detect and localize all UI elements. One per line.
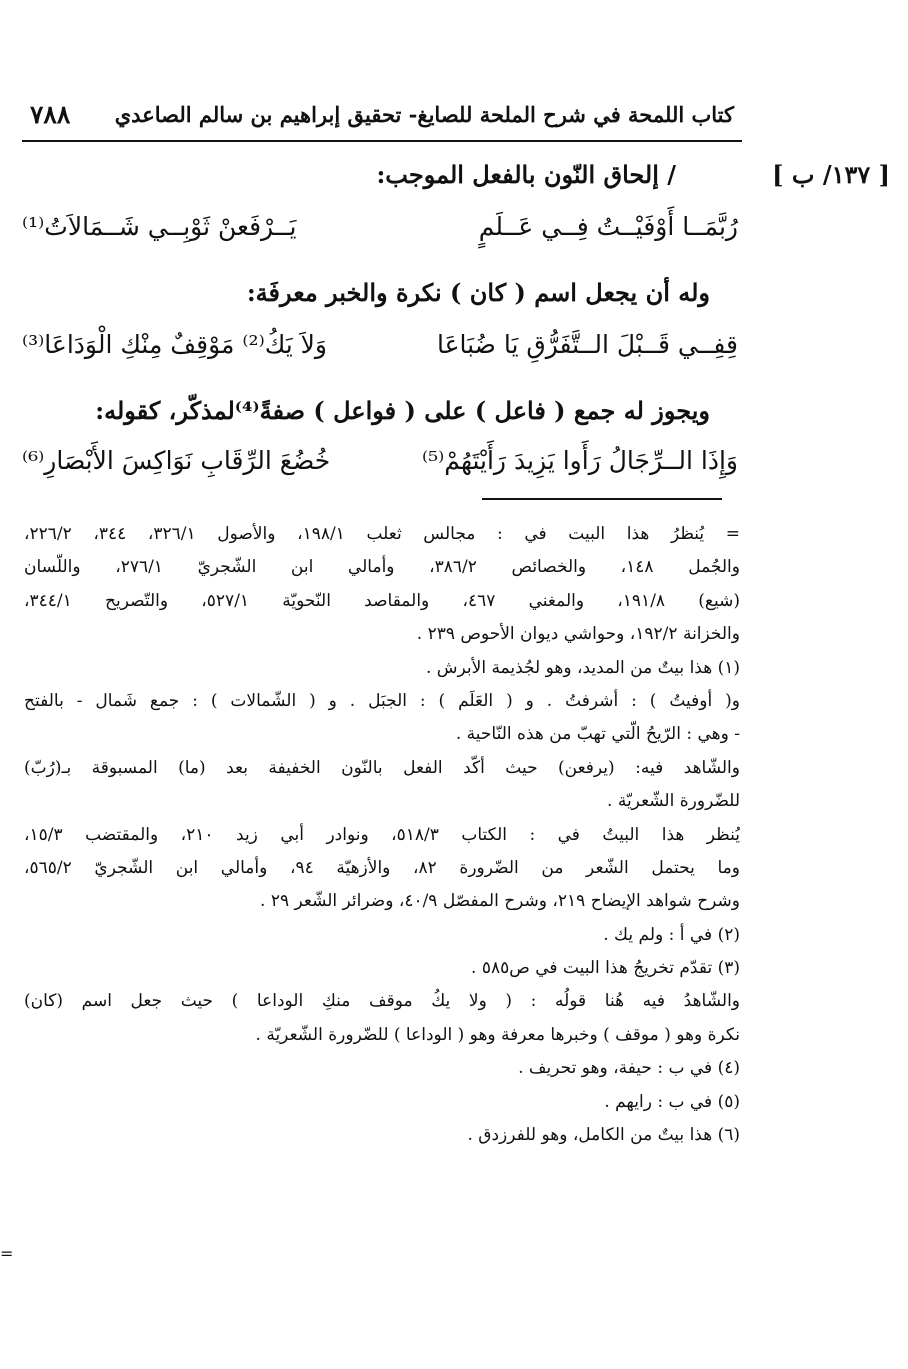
verse-2-second-hemistich: وَلاَ يَكُ⁽²⁾ مَوْقِفٌ مِنْكِ الْوَدَاعَا⁽³⁾ <box>22 330 328 359</box>
heading-fawail-plural: ويجوز له جمع ( فاعل ) على ( فواعل ) صفةً⁽⁴⁾لمذكّر، كقوله: <box>95 396 710 425</box>
verse-3 <box>22 446 738 486</box>
folio-marker: [ ١٣٧/ ب ] <box>772 160 890 189</box>
footnote-line: والشّاهدُ فيه هُنا قولُه : ( ولا يكُ موقف منكِ الوداعا ) حيث جعل اسم (كان) <box>24 991 740 1012</box>
verse-1-first-hemistich: رُبَّمَــا أَوْفَيْــتُ فِــي عَــلَمٍ <box>478 212 738 241</box>
footnote-line: = يُنظرُ هذا البيت في : مجالس ثعلب ١٩٨/١، والأصول ٣٢٦/١، ٣٤٤، ٢٢٦/٢، <box>24 524 740 544</box>
header-rule <box>22 140 742 142</box>
footnote-line: (٥) في ب : رايهم . <box>604 1091 740 1112</box>
running-title: كتاب اللمحة في شرح الملحة للصايغ- تحقيق إبراهيم بن سالم الصاعدي <box>114 102 734 127</box>
footnote-line: للضّرورة الشّعريّة . <box>607 791 740 812</box>
footnote-line: يُنظر هذا البيتُ في : الكتاب ٥١٨/٣، ونوادر أبي زيد ٢١٠، والمقتضب ١٥/٣، <box>24 824 740 845</box>
heading-kana-noun: وله أن يجعل اسم ( كان ) نكرة والخبر معرفَة: <box>246 278 710 307</box>
verse-1 <box>22 212 738 252</box>
verse-2 <box>22 330 738 370</box>
footnote-line: والشّاهد فيه: (يرفعن) حيث أكّد الفعل بالنّون الخفيفة بعد (ما) المسبوقة بـ(رُبّ) <box>24 757 740 778</box>
footnote-line: نكرة وهو ( موقف ) وخبرها معرفة وهو ( الوداعا ) للضّرورة الشّعريّة . <box>255 1024 740 1045</box>
footnote-line: (٦) هذا بيتٌ من الكامل، وهو للفرزدق . <box>467 1125 740 1146</box>
footnote-line: (٣) تقدّم تخريجُ هذا البيت في ص٥٨٥ . <box>471 958 740 979</box>
footnote-line: والخزانة ١٩٢/٢، وحواشي ديوان الأحوص ٢٣٩ . <box>416 624 740 645</box>
footnote-separator <box>482 498 722 500</box>
verse-3-second-hemistich: خُضُعَ الرِّقَابِ نَوَاكِسَ الأَبْصَارِ⁽⁶⁾ <box>22 446 331 475</box>
verse-1-second-hemistich: يَــرْفَعنْ ثَوْبِــي شَــمَالاَتُ⁽¹⁾ <box>22 212 297 241</box>
margin-mark: = <box>0 1244 14 1263</box>
footnote-line: (٢) في أ : ولم يك . <box>603 924 740 945</box>
footnote-line: وشرح شواهد الإيضاح ٢١٩، وشرح المفصّل ٤٠/٩، وضرائر الشّعر ٢٩ . <box>260 891 740 912</box>
footnote-line: (١) هذا بيتٌ من المديد، وهو لجُذيمة الأبرش . <box>425 657 740 678</box>
footnote-line: و( أوفيتُ ) : أشرفتُ . و ( العَلَم ) : الجبَل . و ( الشّمالات ) : جمع شَمال - بالفتح <box>24 690 740 711</box>
verse-3-first-hemistich: وَإِذَا الــرِّجَالُ رَأَوا يَزِيدَ رَأَيْتَهُمْ⁽⁵⁾ <box>422 446 738 475</box>
footnote-line: - وهي : الرّيحُ الّتي تهبّ من هذه النّاحية . <box>455 724 740 745</box>
heading-noon-emphasis: / إلحاق النّون بالفعل الموجب: <box>376 160 676 189</box>
footnote-line: وما يحتمل الشّعر من الضّرورة ٨٢، والأزهيّة ٩٤، وأمالي ابن الشّجريّ ٥٦٥/٢، <box>24 857 740 878</box>
footnotes <box>24 518 740 1152</box>
page-number: ٧٨٨ <box>30 100 71 129</box>
verse-2-first-hemistich: قِفِــي قَــبْلَ الــتَّفَرُّقِ يَا ضُبَاعَا <box>436 330 738 359</box>
running-header <box>22 100 734 134</box>
footnote-line: والجُمل ١٤٨، والخصائص ٣٨٦/٢، وأمالي ابن الشّجريّ ٢٧٦/١، واللّسان <box>24 557 740 578</box>
footnote-line: (٤) في ب : حيفة، وهو تحريف . <box>518 1058 740 1079</box>
footnote-line: (شيع) ١٩١/٨، والمغني ٤٦٧، والمقاصد النّحويّة ٥٢٧/١، والتّصريح ٣٤٤/١، <box>24 590 740 611</box>
